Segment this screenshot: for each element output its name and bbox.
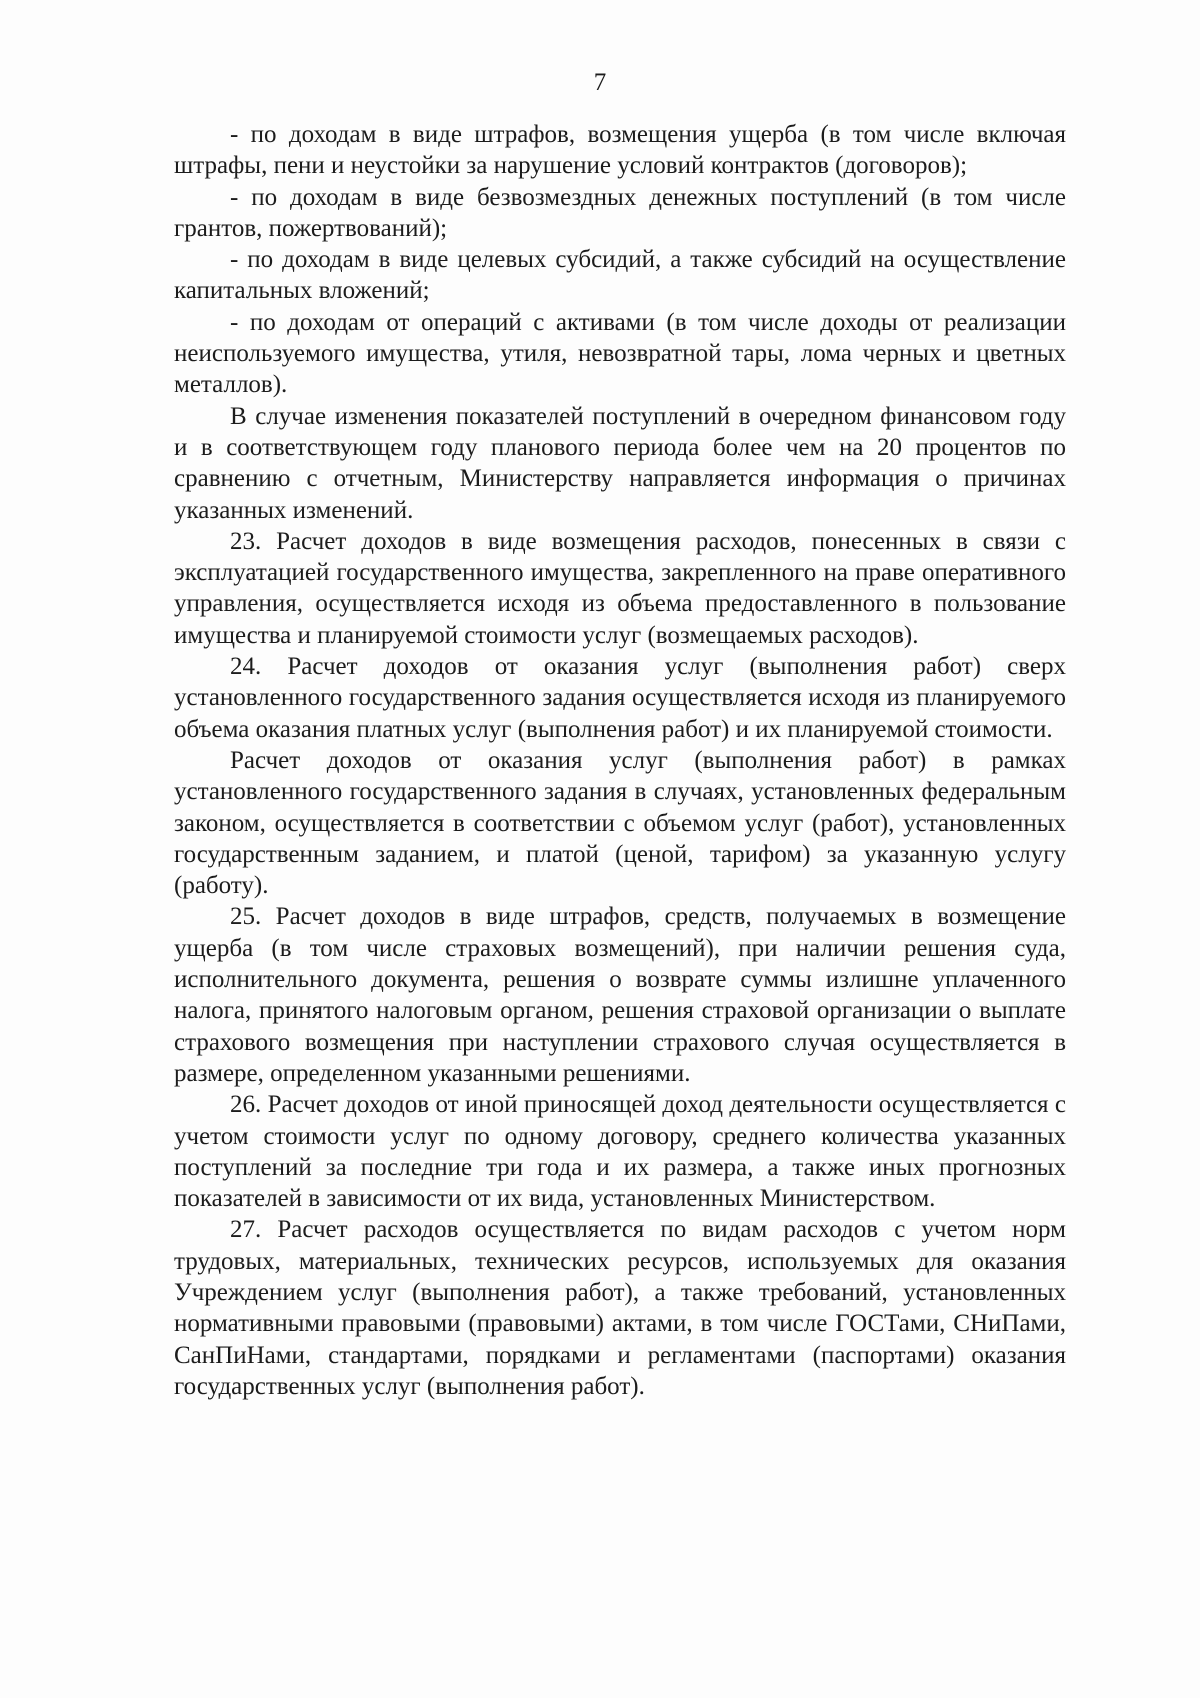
list-item-grants: - по доходам в виде безвозмездных денежных поступлений (в том числе грантов, пожертвований);: [174, 183, 1066, 242]
clause-27: 27. Расчет расходов осуществляется по видам расходов с учетом норм трудовых, материальных, технических ресурсов, используемых для оказания Учреждением услуг (выполнения работ), а также требований, установленных нормативными правовыми (правовыми) актами, в том числе ГОСТами, СНиПами, СанПиНами, стандартами, порядками и регламентами (паспортами) оказания государственных услуг (выполнения работ).: [174, 1216, 1066, 1400]
clause-23: 23. Расчет доходов в виде возмещения расходов, понесенных в связи с эксплуатацией государственного имущества, закрепленного на праве оперативного управления, осуществляется исходя из объема предоставленного в пользование имущества и планируемой стоимости услуг (возмещаемых расходов).: [174, 527, 1066, 649]
paragraph-changes-notice: В случае изменения показателей поступлений в очередном финансовом году и в соответствующем году планового периода более чем на 20 процентов по сравнению с отчетным, Министерству направляется информация о причинах указанных изменений.: [174, 402, 1066, 524]
clause-24-continued: Расчет доходов от оказания услуг (выполнения работ) в рамках установленного государственного задания в случаях, установленных федеральным законом, осуществляется в соответствии с объемом услуг (работ), установленных государственным заданием, и платой (ценой, тарифом) за указанную услугу (работу).: [174, 746, 1066, 900]
clause-26: 26. Расчет доходов от иной приносящей доход деятельности осуществляется с учетом стоимости услуг по одному договору, среднего количества указанных поступлений за последние три года и их размера, а также иных прогнозных показателей в зависимости от их вида, установленных Министерством.: [174, 1091, 1066, 1213]
list-item-asset-operations: - по доходам от операций с активами (в том числе доходы от реализации неиспользуемого имущества, утиля, невозвратной тары, лома черных и цветных металлов).: [174, 308, 1066, 399]
document-body: [174, 119, 1066, 1402]
clause-25: 25. Расчет доходов в виде штрафов, средств, получаемых в возмещение ущерба (в том числе страховых возмещений), при наличии решения суда, исполнительного документа, решения о возврате суммы излишне уплаченного налога, принятого налоговым органом, решения страховой организации о выплате страхового возмещения при наступлении страхового случая осуществляется в размере, определенном указанными решениями.: [174, 903, 1066, 1087]
clause-24: 24. Расчет доходов от оказания услуг (выполнения работ) сверх установленного государственного задания осуществляется исходя из планируемого объема оказания платных услуг (выполнения работ) и их планируемой стоимости.: [174, 653, 1066, 743]
page-number: 7: [593, 69, 607, 96]
list-item-fines: - по доходам в виде штрафов, возмещения ущерба (в том числе включая штрафы, пени и неустойки за нарушение условий контрактов (договоров);: [174, 121, 1066, 180]
list-item-subsidies: - по доходам в виде целевых субсидий, а также субсидий на осуществление капитальных вложений;: [174, 246, 1066, 305]
